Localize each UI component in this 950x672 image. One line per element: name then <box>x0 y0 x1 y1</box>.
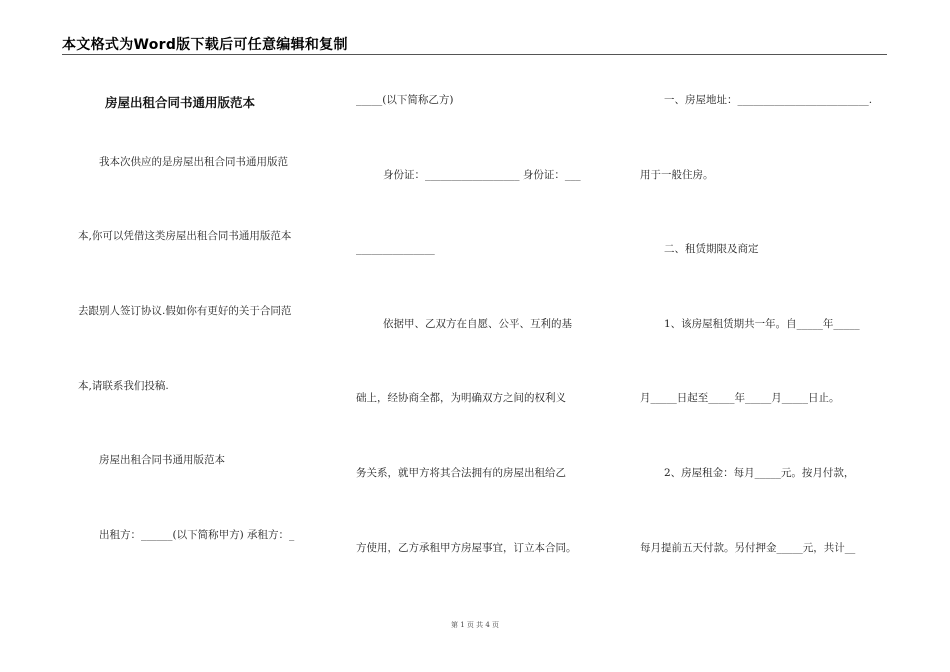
paragraph-line: 一、房屋地址：_________________________. <box>664 94 873 106</box>
document-title: 房屋出租合同书通用版范本 <box>105 95 256 110</box>
paragraph-line: 依据甲、乙双方在自愿、公平、互利的基 <box>383 318 572 330</box>
paragraph-line: 方使用，乙方承租甲方房屋事宜，订立本合同。 <box>356 542 577 554</box>
paragraph-line: 身份证：__________________ 身份证：___ <box>383 169 581 181</box>
paragraph-line: 月_____日起至_____年_____月_____日止。 <box>640 392 840 404</box>
section-heading: 二、租赁期限及商定 <box>664 243 759 255</box>
section-heading: 房屋出租合同书通用版范本 <box>99 454 225 466</box>
paragraph-line: 1、该房屋租赁期共一年。自_____年_____ <box>664 318 860 330</box>
paragraph-line: 去跟别人签订协议.假如你有更好的关于合同范 <box>78 305 292 317</box>
paragraph-line: 本,请联系我们投稿. <box>78 380 169 392</box>
header-title: 本文格式为Word版下载后可任意编辑和复制 <box>62 37 348 53</box>
paragraph-line: _______________ <box>356 243 435 255</box>
paragraph-line: 我本次供应的是房屋出租合同书通用版范 <box>99 156 288 168</box>
paragraph-line: 用于一般住房。 <box>640 169 714 181</box>
paragraph-line: 出租方：______(以下简称甲方) 承租方：_ <box>99 529 295 541</box>
paragraph-line: 础上，经协商全都，为明确双方之间的权利义 <box>356 392 566 404</box>
paragraph-line: 2、房屋租金：每月_____元。按月付款， <box>664 467 855 479</box>
paragraph-line: 务关系，就甲方将其合法拥有的房屋出租给乙 <box>356 467 566 479</box>
page-header <box>62 34 887 55</box>
paragraph-line: 每月提前五天付款。另付押金_____元，共计__ <box>640 542 856 554</box>
page-number: 第 1 页 共 4 页 <box>450 621 500 629</box>
paragraph-line: 本,你可以凭借这类房屋出租合同书通用版范本 <box>78 230 292 242</box>
paragraph-line: _____(以下简称乙方) <box>356 94 454 106</box>
